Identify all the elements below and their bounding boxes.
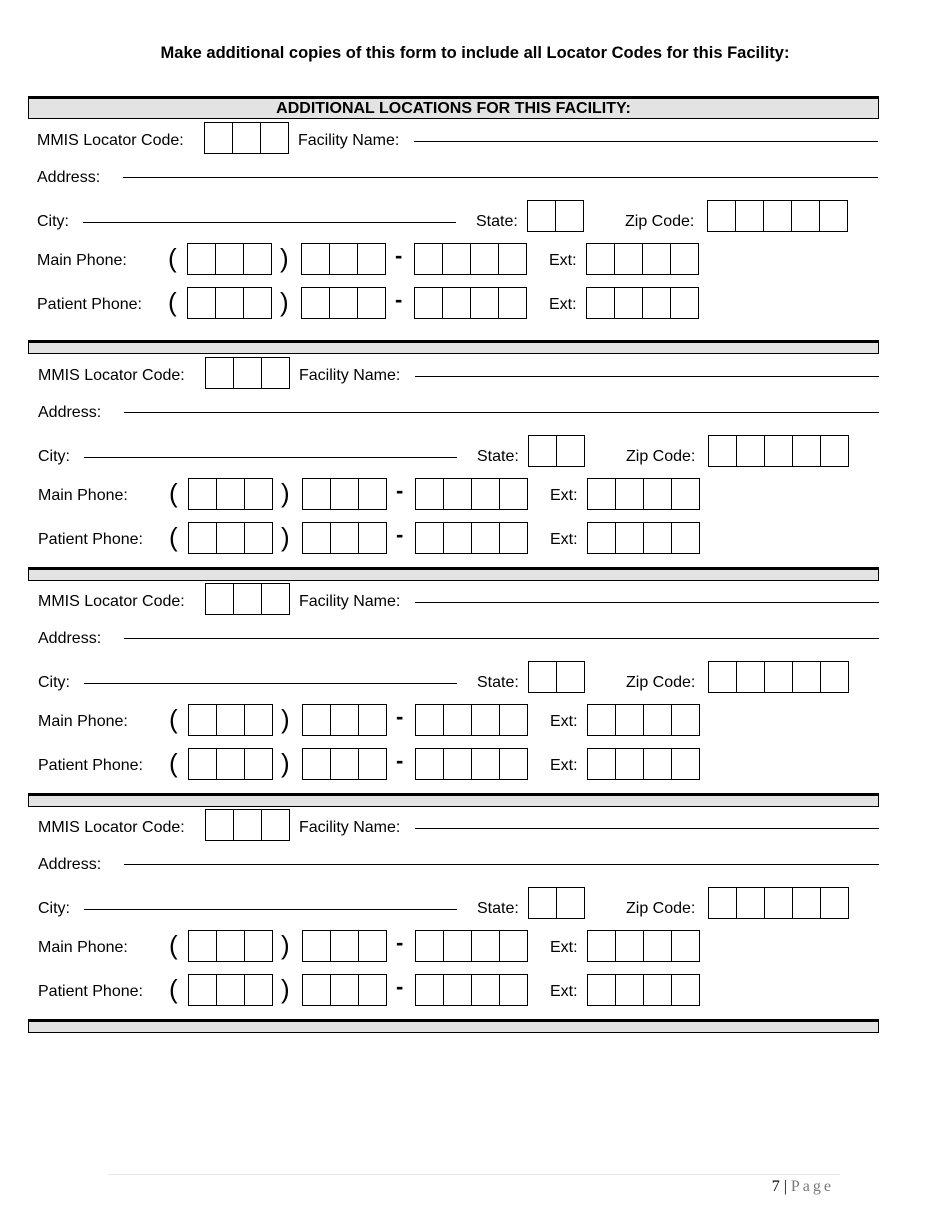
state-boxes[interactable] — [527, 200, 584, 232]
patient-phone-line-number[interactable] — [415, 522, 528, 554]
locator-code-boxes-digit[interactable] — [262, 810, 290, 840]
open-paren: ( — [169, 974, 178, 1004]
city-field[interactable] — [84, 683, 457, 684]
phone-dash: - — [396, 522, 404, 547]
main-phone-ext-digit[interactable] — [671, 244, 699, 274]
main-phone-line-number-digit[interactable] — [500, 479, 528, 509]
main-phone-prefix[interactable] — [302, 930, 387, 962]
zip-code-boxes-digit[interactable] — [736, 201, 764, 231]
main-phone-ext-digit[interactable] — [672, 705, 700, 735]
main-phone-line-number-digit[interactable] — [444, 931, 472, 961]
patient-phone-line-number-digit[interactable] — [500, 749, 528, 779]
facility-name-label: Facility Name: — [299, 367, 401, 384]
patient-phone-line-number-digit[interactable] — [416, 749, 444, 779]
main-phone-area-code-digit[interactable] — [244, 244, 272, 274]
main-phone-ext-digit[interactable] — [588, 705, 616, 735]
patient-phone-ext-digit[interactable] — [588, 749, 616, 779]
locator-code-boxes-digit[interactable] — [234, 584, 262, 614]
facility-name-field[interactable] — [415, 828, 879, 829]
page-footer — [772, 1178, 834, 1196]
main-phone-prefix-digit[interactable] — [302, 244, 330, 274]
open-paren: ( — [169, 748, 178, 778]
facility-name-field[interactable] — [415, 376, 879, 377]
city-label: City: — [38, 900, 70, 917]
main-phone-line-number-digit[interactable] — [416, 479, 444, 509]
locator-code-boxes-digit[interactable] — [233, 123, 261, 153]
state-boxes-digit[interactable] — [557, 662, 585, 692]
main-phone-line-number[interactable] — [415, 930, 528, 962]
patient-phone-line-number-digit[interactable] — [444, 749, 472, 779]
state-boxes-digit[interactable] — [557, 888, 585, 918]
locator-code-boxes[interactable] — [204, 122, 289, 154]
patient-phone-area-code-digit[interactable] — [244, 288, 272, 318]
locator-code-boxes[interactable] — [205, 809, 290, 841]
city-field[interactable] — [83, 222, 456, 223]
facility-name-label: Facility Name: — [299, 819, 401, 836]
main-phone-prefix-digit[interactable] — [359, 931, 387, 961]
section-separator — [28, 1019, 879, 1033]
patient-phone-line-number[interactable] — [415, 974, 528, 1006]
main-phone-label: Main Phone: — [38, 713, 128, 730]
main-phone-ext-digit[interactable] — [588, 931, 616, 961]
locator-code-boxes-digit[interactable] — [261, 123, 289, 153]
open-paren: ( — [169, 522, 178, 552]
address-field[interactable] — [124, 864, 879, 865]
main-phone-line-number-digit[interactable] — [472, 931, 500, 961]
facility-name-field[interactable] — [415, 602, 879, 603]
main-phone-line-number-digit[interactable] — [471, 244, 499, 274]
city-label: City: — [37, 213, 69, 230]
locator-code-label: MMIS Locator Code: — [38, 593, 185, 610]
main-phone-area-code[interactable] — [188, 478, 273, 510]
section-separator — [28, 567, 879, 581]
zip-code-boxes-digit[interactable] — [737, 888, 765, 918]
main-phone-prefix-digit[interactable] — [331, 931, 359, 961]
main-phone-prefix-digit[interactable] — [303, 931, 331, 961]
main-phone-line-number[interactable] — [415, 704, 528, 736]
patient-phone-ext-digit[interactable] — [616, 523, 644, 553]
main-phone-ext-digit[interactable] — [616, 931, 644, 961]
patient-phone-line-number-digit[interactable] — [444, 975, 472, 1005]
footer-divider — [108, 1174, 840, 1175]
patient-phone-area-code-digit[interactable] — [245, 975, 273, 1005]
state-boxes-digit[interactable] — [556, 201, 584, 231]
patient-phone-prefix[interactable] — [302, 974, 387, 1006]
patient-phone-prefix-digit[interactable] — [331, 749, 359, 779]
patient-phone-ext-label: Ext: — [550, 757, 578, 774]
main-phone-prefix-digit[interactable] — [331, 705, 359, 735]
zip-code-label: Zip Code: — [625, 213, 695, 230]
main-phone-area-code[interactable] — [188, 704, 273, 736]
locator-code-boxes-digit[interactable] — [234, 810, 262, 840]
state-boxes-digit[interactable] — [528, 201, 556, 231]
main-phone-line-number-digit[interactable] — [444, 705, 472, 735]
main-phone-prefix-digit[interactable] — [303, 479, 331, 509]
patient-phone-prefix[interactable] — [301, 287, 386, 319]
phone-dash: - — [396, 930, 404, 955]
zip-code-boxes-digit[interactable] — [709, 888, 737, 918]
patient-phone-line-number-digit[interactable] — [443, 288, 471, 318]
main-phone-prefix-digit[interactable] — [331, 479, 359, 509]
zip-code-boxes[interactable] — [708, 435, 849, 467]
zip-code-boxes-digit[interactable] — [821, 436, 849, 466]
zip-code-boxes-digit[interactable] — [821, 662, 849, 692]
locator-code-label: MMIS Locator Code: — [38, 367, 185, 384]
main-phone-ext-digit[interactable] — [644, 931, 672, 961]
main-phone-ext-digit[interactable] — [672, 931, 700, 961]
main-phone-ext-digit[interactable] — [644, 705, 672, 735]
phone-dash: - — [396, 704, 404, 729]
patient-phone-ext[interactable] — [587, 974, 700, 1006]
patient-phone-prefix[interactable] — [302, 522, 387, 554]
phone-dash: - — [396, 974, 404, 999]
state-boxes-digit[interactable] — [529, 662, 557, 692]
main-phone-line-number[interactable] — [415, 478, 528, 510]
patient-phone-ext-digit[interactable] — [588, 975, 616, 1005]
patient-phone-ext-digit[interactable] — [672, 975, 700, 1005]
facility-name-field[interactable] — [414, 141, 878, 142]
patient-phone-area-code[interactable] — [188, 748, 273, 780]
zip-code-boxes-digit[interactable] — [793, 888, 821, 918]
patient-phone-ext-label: Ext: — [550, 531, 578, 548]
facility-name-label: Facility Name: — [298, 132, 400, 149]
main-phone-line-number-digit[interactable] — [500, 931, 528, 961]
main-phone-prefix[interactable] — [302, 704, 387, 736]
locator-code-boxes-digit[interactable] — [206, 358, 234, 388]
main-phone-area-code[interactable] — [187, 243, 272, 275]
facility-name-label: Facility Name: — [299, 593, 401, 610]
zip-code-label: Zip Code: — [626, 448, 696, 465]
close-paren: ) — [281, 704, 290, 734]
main-phone-area-code-digit[interactable] — [189, 931, 217, 961]
zip-code-boxes-digit[interactable] — [792, 201, 820, 231]
patient-phone-prefix-digit[interactable] — [359, 975, 387, 1005]
state-boxes[interactable] — [528, 661, 585, 693]
state-label: State: — [476, 213, 518, 230]
patient-phone-line-number-digit[interactable] — [416, 975, 444, 1005]
patient-phone-prefix-digit[interactable] — [303, 749, 331, 779]
locator-code-boxes-digit[interactable] — [206, 810, 234, 840]
section-separator — [28, 793, 879, 807]
patient-phone-ext-digit[interactable] — [616, 749, 644, 779]
open-paren: ( — [169, 704, 178, 734]
zip-code-boxes-digit[interactable] — [793, 436, 821, 466]
main-phone-ext-digit[interactable] — [616, 705, 644, 735]
patient-phone-prefix-digit[interactable] — [359, 523, 387, 553]
patient-phone-area-code-digit[interactable] — [245, 749, 273, 779]
patient-phone-ext[interactable] — [587, 522, 700, 554]
zip-code-boxes-digit[interactable] — [737, 436, 765, 466]
page-number: 7 — [771, 1178, 780, 1195]
patient-phone-area-code-digit[interactable] — [188, 288, 216, 318]
main-phone-line-number-digit[interactable] — [472, 705, 500, 735]
address-label: Address: — [37, 169, 101, 186]
main-phone-area-code-digit[interactable] — [216, 244, 244, 274]
main-phone-ext-label: Ext: — [550, 713, 578, 730]
state-label: State: — [477, 900, 519, 917]
zip-code-boxes-digit[interactable] — [764, 201, 792, 231]
patient-phone-line-number-digit[interactable] — [444, 523, 472, 553]
main-phone-ext-digit[interactable] — [644, 479, 672, 509]
main-phone-ext-label: Ext: — [550, 939, 578, 956]
phone-dash: - — [395, 243, 403, 268]
patient-phone-ext-digit[interactable] — [672, 523, 700, 553]
patient-phone-ext-digit[interactable] — [672, 749, 700, 779]
main-phone-label: Main Phone: — [38, 939, 128, 956]
zip-code-label: Zip Code: — [626, 674, 696, 691]
patient-phone-area-code-digit[interactable] — [245, 523, 273, 553]
patient-phone-prefix[interactable] — [302, 748, 387, 780]
patient-phone-line-number-digit[interactable] — [499, 288, 527, 318]
patient-phone-ext[interactable] — [587, 748, 700, 780]
zip-code-boxes[interactable] — [707, 200, 848, 232]
main-phone-prefix[interactable] — [302, 478, 387, 510]
zip-code-boxes-digit[interactable] — [821, 888, 849, 918]
address-field[interactable] — [123, 177, 878, 178]
main-phone-area-code-digit[interactable] — [217, 705, 245, 735]
locator-code-boxes[interactable] — [205, 357, 290, 389]
main-phone-prefix-digit[interactable] — [359, 479, 387, 509]
phone-dash: - — [395, 287, 403, 312]
open-paren: ( — [168, 243, 177, 273]
patient-phone-ext-label: Ext: — [550, 983, 578, 1000]
patient-phone-ext-digit[interactable] — [644, 523, 672, 553]
main-phone-area-code-digit[interactable] — [189, 705, 217, 735]
state-boxes-digit[interactable] — [557, 436, 585, 466]
zip-code-boxes[interactable] — [708, 661, 849, 693]
main-phone-area-code-digit[interactable] — [189, 479, 217, 509]
main-phone-area-code-digit[interactable] — [245, 479, 273, 509]
patient-phone-label: Patient Phone: — [38, 983, 143, 1000]
patient-phone-prefix-digit[interactable] — [303, 523, 331, 553]
patient-phone-area-code-digit[interactable] — [189, 749, 217, 779]
patient-phone-ext-label: Ext: — [549, 296, 577, 313]
zip-code-boxes-digit[interactable] — [708, 201, 736, 231]
patient-phone-label: Patient Phone: — [38, 531, 143, 548]
main-phone-ext-label: Ext: — [550, 487, 578, 504]
state-boxes-digit[interactable] — [529, 436, 557, 466]
patient-phone-ext-digit[interactable] — [644, 749, 672, 779]
patient-phone-line-number[interactable] — [415, 748, 528, 780]
section-title: ADDITIONAL LOCATIONS FOR THIS FACILITY: — [28, 96, 879, 119]
patient-phone-area-code-digit[interactable] — [216, 288, 244, 318]
zip-code-boxes-digit[interactable] — [765, 888, 793, 918]
main-phone-ext-digit[interactable] — [615, 244, 643, 274]
patient-phone-prefix-digit[interactable] — [303, 975, 331, 1005]
patient-phone-ext-digit[interactable] — [643, 288, 671, 318]
close-paren: ) — [281, 478, 290, 508]
main-phone-ext-digit[interactable] — [643, 244, 671, 274]
main-phone-line-number[interactable] — [414, 243, 527, 275]
zip-code-boxes-digit[interactable] — [737, 662, 765, 692]
address-field[interactable] — [124, 638, 879, 639]
patient-phone-line-number-digit[interactable] — [500, 975, 528, 1005]
patient-phone-ext-digit[interactable] — [644, 975, 672, 1005]
main-phone-prefix-digit[interactable] — [303, 705, 331, 735]
patient-phone-ext-digit[interactable] — [587, 288, 615, 318]
form-instruction: Make additional copies of this form to include all Locator Codes for this Facility: — [160, 44, 790, 62]
open-paren: ( — [169, 930, 178, 960]
open-paren: ( — [169, 478, 178, 508]
patient-phone-prefix-digit[interactable] — [302, 288, 330, 318]
close-paren: ) — [281, 522, 290, 552]
patient-phone-label: Patient Phone: — [38, 757, 143, 774]
patient-phone-ext-digit[interactable] — [671, 288, 699, 318]
patient-phone-area-code-digit[interactable] — [189, 523, 217, 553]
locator-code-boxes-digit[interactable] — [205, 123, 233, 153]
locator-code-boxes-digit[interactable] — [262, 358, 290, 388]
patient-phone-line-number-digit[interactable] — [471, 288, 499, 318]
city-label: City: — [38, 674, 70, 691]
state-boxes[interactable] — [528, 887, 585, 919]
patient-phone-area-code-digit[interactable] — [217, 975, 245, 1005]
patient-phone-area-code[interactable] — [188, 522, 273, 554]
main-phone-prefix-digit[interactable] — [359, 705, 387, 735]
main-phone-line-number-digit[interactable] — [415, 244, 443, 274]
main-phone-line-number-digit[interactable] — [472, 479, 500, 509]
patient-phone-area-code[interactable] — [187, 287, 272, 319]
main-phone-ext[interactable] — [587, 930, 700, 962]
state-label: State: — [477, 448, 519, 465]
page-word: Page — [790, 1178, 834, 1195]
patient-phone-line-number-digit[interactable] — [416, 523, 444, 553]
main-phone-area-code-digit[interactable] — [188, 244, 216, 274]
city-field[interactable] — [84, 909, 457, 910]
main-phone-prefix-digit[interactable] — [330, 244, 358, 274]
main-phone-prefix[interactable] — [301, 243, 386, 275]
main-phone-ext-digit[interactable] — [616, 479, 644, 509]
patient-phone-line-number-digit[interactable] — [472, 523, 500, 553]
patient-phone-line-number-digit[interactable] — [500, 523, 528, 553]
locator-code-boxes-digit[interactable] — [206, 584, 234, 614]
main-phone-ext[interactable] — [587, 704, 700, 736]
patient-phone-line-number-digit[interactable] — [472, 975, 500, 1005]
close-paren: ) — [281, 748, 290, 778]
patient-phone-prefix-digit[interactable] — [331, 975, 359, 1005]
main-phone-ext-digit[interactable] — [587, 244, 615, 274]
close-paren: ) — [281, 930, 290, 960]
close-paren: ) — [280, 287, 289, 317]
main-phone-area-code[interactable] — [188, 930, 273, 962]
main-phone-label: Main Phone: — [37, 252, 127, 269]
city-field[interactable] — [84, 457, 457, 458]
patient-phone-prefix-digit[interactable] — [330, 288, 358, 318]
main-phone-line-number-digit[interactable] — [499, 244, 527, 274]
address-label: Address: — [38, 856, 102, 873]
address-field[interactable] — [124, 412, 879, 413]
zip-code-boxes-digit[interactable] — [765, 436, 793, 466]
main-phone-line-number-digit[interactable] — [500, 705, 528, 735]
main-phone-line-number-digit[interactable] — [416, 931, 444, 961]
zip-code-boxes-digit[interactable] — [709, 436, 737, 466]
state-label: State: — [477, 674, 519, 691]
patient-phone-ext[interactable] — [586, 287, 699, 319]
zip-code-boxes-digit[interactable] — [793, 662, 821, 692]
patient-phone-line-number-digit[interactable] — [415, 288, 443, 318]
patient-phone-area-code-digit[interactable] — [189, 975, 217, 1005]
zip-code-boxes-digit[interactable] — [820, 201, 848, 231]
main-phone-area-code-digit[interactable] — [245, 931, 273, 961]
patient-phone-prefix-digit[interactable] — [359, 749, 387, 779]
phone-dash: - — [396, 478, 404, 503]
zip-code-label: Zip Code: — [626, 900, 696, 917]
patient-phone-prefix-digit[interactable] — [358, 288, 386, 318]
main-phone-ext-label: Ext: — [549, 252, 577, 269]
main-phone-area-code-digit[interactable] — [217, 931, 245, 961]
city-label: City: — [38, 448, 70, 465]
close-paren: ) — [281, 974, 290, 1004]
main-phone-ext[interactable] — [586, 243, 699, 275]
main-phone-line-number-digit[interactable] — [416, 705, 444, 735]
locator-code-boxes-digit[interactable] — [262, 584, 290, 614]
close-paren: ) — [280, 243, 289, 273]
page-separator: | — [783, 1178, 787, 1195]
section-separator — [28, 340, 879, 354]
locator-code-label: MMIS Locator Code: — [38, 819, 185, 836]
patient-phone-line-number[interactable] — [414, 287, 527, 319]
main-phone-area-code-digit[interactable] — [217, 479, 245, 509]
state-boxes[interactable] — [528, 435, 585, 467]
main-phone-ext-digit[interactable] — [588, 479, 616, 509]
address-label: Address: — [38, 404, 102, 421]
main-phone-label: Main Phone: — [38, 487, 128, 504]
patient-phone-label: Patient Phone: — [37, 296, 142, 313]
main-phone-line-number-digit[interactable] — [444, 479, 472, 509]
phone-dash: - — [396, 748, 404, 773]
open-paren: ( — [168, 287, 177, 317]
patient-phone-prefix-digit[interactable] — [331, 523, 359, 553]
locator-code-boxes-digit[interactable] — [234, 358, 262, 388]
patient-phone-line-number-digit[interactable] — [472, 749, 500, 779]
patient-phone-ext-digit[interactable] — [588, 523, 616, 553]
address-label: Address: — [38, 630, 102, 647]
zip-code-boxes-digit[interactable] — [709, 662, 737, 692]
main-phone-ext[interactable] — [587, 478, 700, 510]
locator-code-label: MMIS Locator Code: — [37, 132, 184, 149]
patient-phone-area-code-digit[interactable] — [217, 523, 245, 553]
main-phone-prefix-digit[interactable] — [358, 244, 386, 274]
main-phone-line-number-digit[interactable] — [443, 244, 471, 274]
patient-phone-area-code[interactable] — [188, 974, 273, 1006]
patient-phone-ext-digit[interactable] — [616, 975, 644, 1005]
zip-code-boxes[interactable] — [708, 887, 849, 919]
main-phone-ext-digit[interactable] — [672, 479, 700, 509]
patient-phone-area-code-digit[interactable] — [217, 749, 245, 779]
zip-code-boxes-digit[interactable] — [765, 662, 793, 692]
main-phone-area-code-digit[interactable] — [245, 705, 273, 735]
locator-code-boxes[interactable] — [205, 583, 290, 615]
state-boxes-digit[interactable] — [529, 888, 557, 918]
patient-phone-ext-digit[interactable] — [615, 288, 643, 318]
